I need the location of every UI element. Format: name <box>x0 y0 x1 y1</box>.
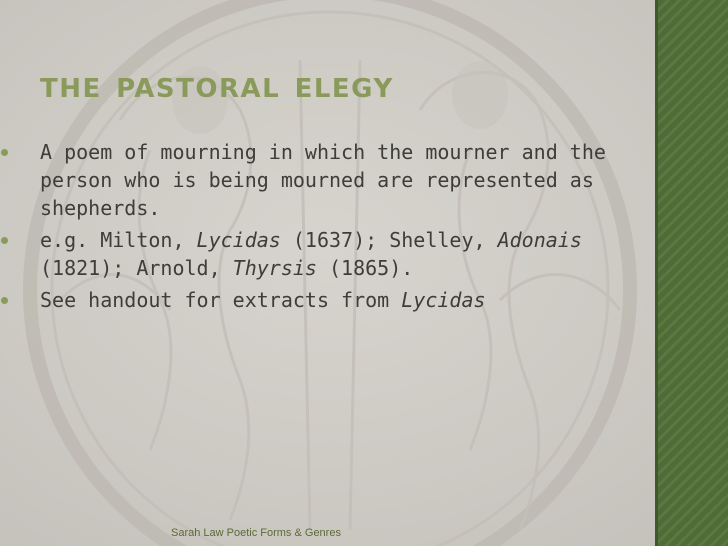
bullet-item <box>0 138 660 222</box>
bullet-dot-icon <box>1 237 8 244</box>
italic-title-text: Lycidas <box>401 288 486 312</box>
footer-text: Sarah Law Poetic Forms & Genres <box>171 527 341 539</box>
bullet-dot-icon <box>1 149 8 156</box>
bullet-item <box>0 286 660 314</box>
bullet-text: See handout for extracts from <box>40 288 402 312</box>
bullet-dot-icon <box>1 297 8 304</box>
bullet-text: A poem of mourning in which the mourner and the person who is being mourned are represented as shepherds. <box>40 140 606 220</box>
bullet-item <box>0 226 660 282</box>
bullet-list <box>0 138 660 318</box>
decorative-side-bar <box>655 0 728 546</box>
slide-title: the pastoral elegy <box>40 63 394 106</box>
bullet-text: (1637); Shelley, <box>280 228 498 252</box>
italic-title-text: Adonais <box>497 228 582 252</box>
bullet-text: e.g. Milton, <box>40 228 197 252</box>
bullet-text: (1865). <box>316 256 414 280</box>
bullet-text: (1821); Arnold, <box>40 256 233 280</box>
italic-title-text: Lycidas <box>196 228 281 252</box>
italic-title-text: Thyrsis <box>232 256 317 280</box>
